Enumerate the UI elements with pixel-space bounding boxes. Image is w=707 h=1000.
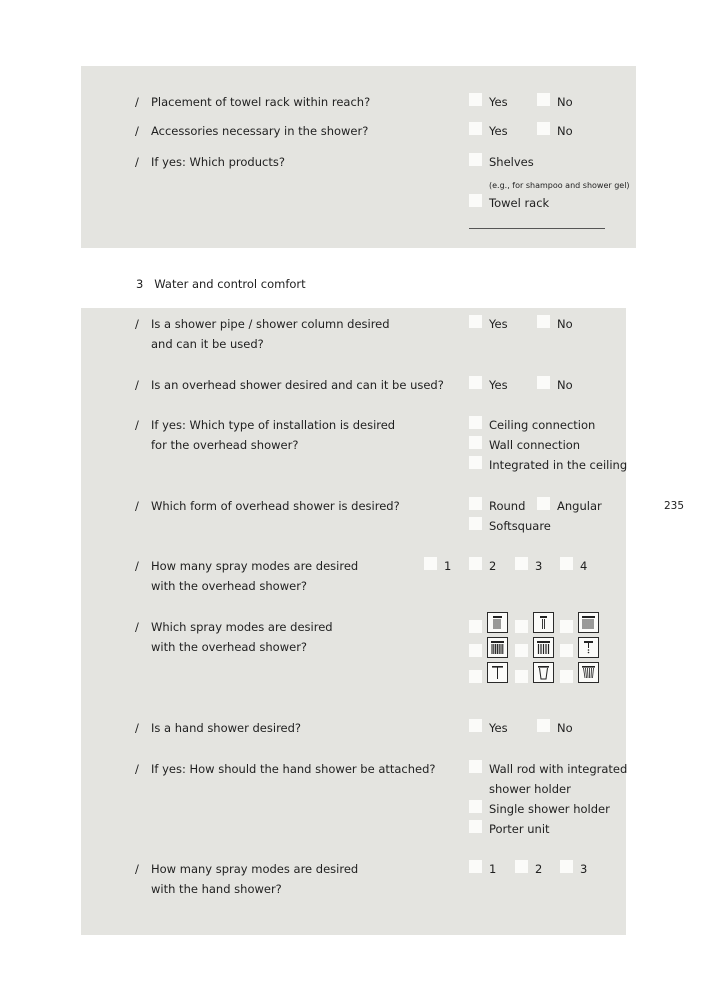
checkbox-overhead-no[interactable] (537, 376, 550, 389)
bullet: / (135, 620, 139, 634)
question-shower-form: Which form of overhead shower is desired? (151, 499, 400, 513)
checkbox-spray-mode[interactable] (560, 620, 573, 633)
bullet: / (135, 499, 139, 513)
label-wall-rod-cont: shower holder (489, 782, 571, 796)
label-yes: Yes (489, 378, 508, 392)
label-single-holder: Single shower holder (489, 802, 610, 816)
bullet: / (135, 559, 139, 573)
label-porter-unit: Porter unit (489, 822, 550, 836)
label-wall-rod: Wall rod with integrated (489, 762, 628, 776)
bullet: / (135, 124, 139, 138)
checkbox-hand-modes-2[interactable] (515, 860, 528, 873)
question-overhead-shower: Is an overhead shower desired and can it be used? (151, 378, 444, 392)
checkbox-column-no[interactable] (537, 315, 550, 328)
bullet: / (135, 762, 139, 776)
question-spray-modes-type-cont: with the overhead shower? (151, 640, 308, 654)
section-number: 3 (136, 277, 144, 291)
label-no: No (557, 317, 573, 331)
checkbox-hand-modes-3[interactable] (560, 860, 573, 873)
bullet: / (135, 95, 139, 109)
question-shower-column-cont: and can it be used? (151, 337, 264, 351)
bullet: / (135, 155, 139, 169)
checkbox-spray-mode[interactable] (560, 670, 573, 683)
label-no: No (557, 721, 573, 735)
question-accessories: Accessories necessary in the shower? (151, 124, 369, 138)
label-wall-connection: Wall connection (489, 438, 581, 452)
question-hand-spray-modes-cont: with the hand shower? (151, 882, 282, 896)
checkbox-accessories-yes[interactable] (469, 122, 482, 135)
checkbox-spray-mode[interactable] (515, 670, 528, 683)
checkbox-hand-shower-no[interactable] (537, 719, 550, 732)
label-mode-count: 4 (580, 559, 588, 573)
section-title: Water and control comfort (154, 277, 306, 291)
label-mode-count: 3 (535, 559, 543, 573)
question-spray-modes-count: How many spray modes are desired (151, 559, 359, 573)
bullet: / (135, 378, 139, 392)
checkbox-hand-modes-1[interactable] (469, 860, 482, 873)
checkbox-spray-mode[interactable] (469, 620, 482, 633)
label-round: Round (489, 499, 526, 513)
rain-spray-icon (487, 612, 508, 633)
checkbox-spray-mode[interactable] (515, 644, 528, 657)
question-products: If yes: Which products? (151, 155, 285, 169)
checkbox-porter-unit[interactable] (469, 820, 482, 833)
shelves-note: (e.g., for shampoo and shower gel) (489, 181, 630, 190)
checkbox-shelves[interactable] (469, 153, 482, 166)
label-no: No (557, 95, 573, 109)
label-mode-count: 2 (535, 862, 543, 876)
label-shelves: Shelves (489, 155, 534, 169)
bullet: / (135, 418, 139, 432)
dense-rain-spray-icon (487, 637, 508, 658)
massage-spray-icon (533, 637, 554, 658)
label-mode-count: 1 (489, 862, 497, 876)
checkbox-round[interactable] (469, 497, 482, 510)
label-yes: Yes (489, 317, 508, 331)
label-no: No (557, 378, 573, 392)
t-spray-icon (487, 662, 508, 683)
question-hand-shower-attachment: If yes: How should the hand shower be attached? (151, 762, 436, 776)
label-angular: Angular (557, 499, 602, 513)
needle-spray-icon (578, 637, 599, 658)
section-heading (136, 277, 306, 291)
question-spray-modes-type: Which spray modes are desired (151, 620, 333, 634)
checkbox-overhead-modes-3[interactable] (515, 557, 528, 570)
checkbox-ceiling-connection[interactable] (469, 416, 482, 429)
label-ceiling-connection: Ceiling connection (489, 418, 596, 432)
checkbox-accessories-no[interactable] (537, 122, 550, 135)
question-spray-modes-count-cont: with the overhead shower? (151, 579, 308, 593)
page-number: 235 (664, 500, 685, 512)
question-towel-rack: Placement of towel rack within reach? (151, 95, 371, 109)
label-yes: Yes (489, 721, 508, 735)
checkbox-overhead-modes-4[interactable] (560, 557, 573, 570)
question-hand-shower: Is a hand shower desired? (151, 721, 302, 735)
label-softsquare: Softsquare (489, 519, 551, 533)
checkbox-spray-mode[interactable] (469, 670, 482, 683)
question-shower-column: Is a shower pipe / shower column desired (151, 317, 390, 331)
checkbox-wall-connection[interactable] (469, 436, 482, 449)
question-installation-type-cont: for the overhead shower? (151, 438, 299, 452)
question-hand-spray-modes: How many spray modes are desired (151, 862, 359, 876)
bullet: / (135, 317, 139, 331)
single-spray-icon (533, 612, 554, 633)
checkbox-overhead-modes-1[interactable] (424, 557, 437, 570)
checkbox-towel-yes[interactable] (469, 93, 482, 106)
waterfall-spray-icon (578, 662, 599, 683)
label-mode-count: 3 (580, 862, 588, 876)
checkbox-spray-mode[interactable] (515, 620, 528, 633)
label-mode-count: 1 (444, 559, 452, 573)
checkbox-wall-rod[interactable] (469, 760, 482, 773)
other-products-line[interactable] (469, 228, 605, 229)
bullet: / (135, 721, 139, 735)
label-integrated-ceiling: Integrated in the ceiling (489, 458, 628, 472)
checkbox-integrated-ceiling[interactable] (469, 456, 482, 469)
checkbox-column-yes[interactable] (469, 315, 482, 328)
cup-spray-icon (533, 662, 554, 683)
checkbox-hand-shower-yes[interactable] (469, 719, 482, 732)
wide-rain-spray-icon (578, 612, 599, 633)
label-no: No (557, 124, 573, 138)
bullet: / (135, 862, 139, 876)
label-yes: Yes (489, 124, 508, 138)
checkbox-overhead-yes[interactable] (469, 376, 482, 389)
label-yes: Yes (489, 95, 508, 109)
label-mode-count: 2 (489, 559, 497, 573)
checkbox-towel-rack[interactable] (469, 194, 482, 207)
checkbox-towel-no[interactable] (537, 93, 550, 106)
label-towel-rack: Towel rack (489, 196, 550, 210)
checkbox-spray-mode[interactable] (560, 644, 573, 657)
checkbox-softsquare[interactable] (469, 517, 482, 530)
checkbox-overhead-modes-2[interactable] (469, 557, 482, 570)
checkbox-spray-mode[interactable] (469, 644, 482, 657)
checkbox-single-holder[interactable] (469, 800, 482, 813)
question-installation-type: If yes: Which type of installation is desired (151, 418, 396, 432)
checkbox-angular[interactable] (537, 497, 550, 510)
